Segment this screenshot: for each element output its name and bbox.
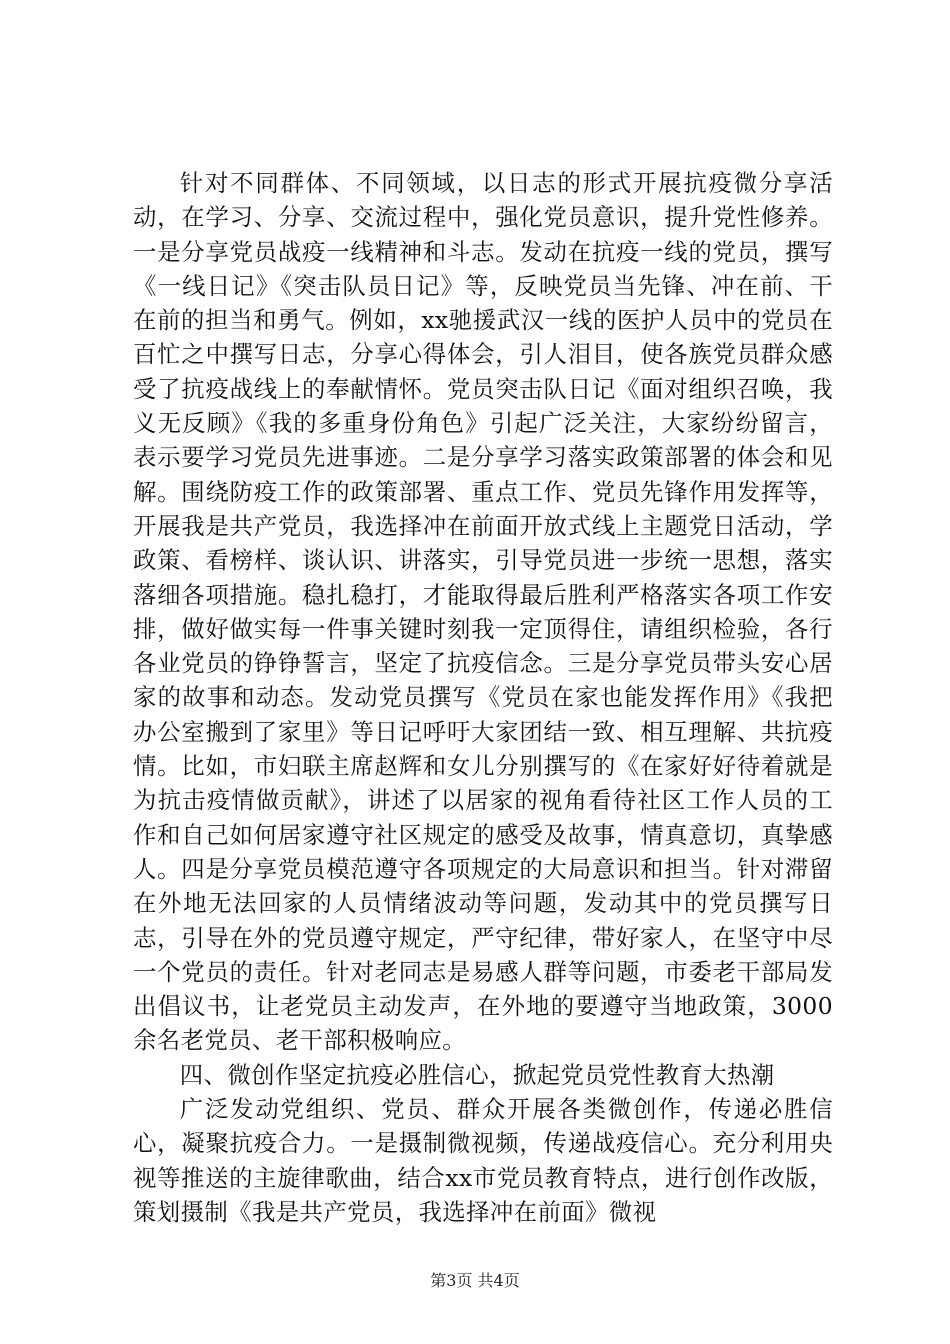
page-number-footer: 第3页 共4页	[430, 1271, 520, 1290]
paragraph-anti-epidemic-sharing: 针对不同群体、不同领域，以日志的形式开展抗疫微分享活动，在学习、分享、交流过程中，强化党员意识，提升党性修养。一是分享党员战疫一线精神和斗志。发动在抗疫一线的党员，撰写《一线日记》《突击队员日记》等，反映党员当先锋、冲在前、干在前的担当和勇气。例如，xx驰援武汉一线的医护人员中的党员在百忙之中撰写日志，分享心得体会，引人泪目，使各族党员群众感受了抗疫战线上的奉献情怀。党员突击队日记《面对组织召唤，我义无反顾》《我的多重身份角色》引起广泛关注，大家纷纷留言，表示要学习党员先进事迹。二是分享学习落实政策部署的体会和见解。围绕防疫工作的政策部署、重点工作、党员先锋作用发挥等，开展我是共产党员，我选择冲在前面开放式线上主题党日活动，学政策、看榜样、谈认识、讲落实，引导党员进一步统一思想，落实落细各项措施。稳扎稳打，才能取得最后胜利严格落实各项工作安排，做好做实每一件事关键时刻我一定顶得住，请组织检验，各行各业党员的铮铮誓言，坚定了抗疫信念。三是分享党员带头安心居家的故事和动态。发动党员撰写《党员在家也能发挥作用》《我把办公室搬到了家里》等日记呼吁大家团结一致、相互理解、共抗疫情。比如，市妇联主席赵辉和女儿分别撰写的《在家好好待着就是为抗击疫情做贡献》，讲述了以居家的视角看待社区工作人员的工作和自己如何居家遵守社区规定的感受及故事，情真意切，真挚感人。四是分享党员模范遵守各项规定的大局意识和担当。针对滞留在外地无法回家的人员情绪波动等问题，发动其中的党员撰写日志，引导在外的党员遵守规定，严守纪律，带好家人，在坚守中尽一个党员的责任。针对老同志是易感人群等问题，市委老干部局发出倡议书，让老党员主动发声，在外地的要遵守当地政策，3000余名老党员、老干部积极响应。	[133, 169, 833, 1055]
paragraph-micro-creation: 广泛发动党组织、党员、群众开展各类微创作，传递必胜信心，凝聚抗疫合力。一是摄制微视频，传递战疫信心。充分利用央视等推送的主旋律歌曲，结合xx市党员教育特点，进行创作改版，策划摄制《我是共产党员，我选择冲在前面》微视	[133, 1095, 833, 1226]
section-heading: 四、微创作坚定抗疫必胜信心，掀起党员党性教育大热潮	[179, 1060, 775, 1089]
document-body	[133, 166, 833, 1229]
